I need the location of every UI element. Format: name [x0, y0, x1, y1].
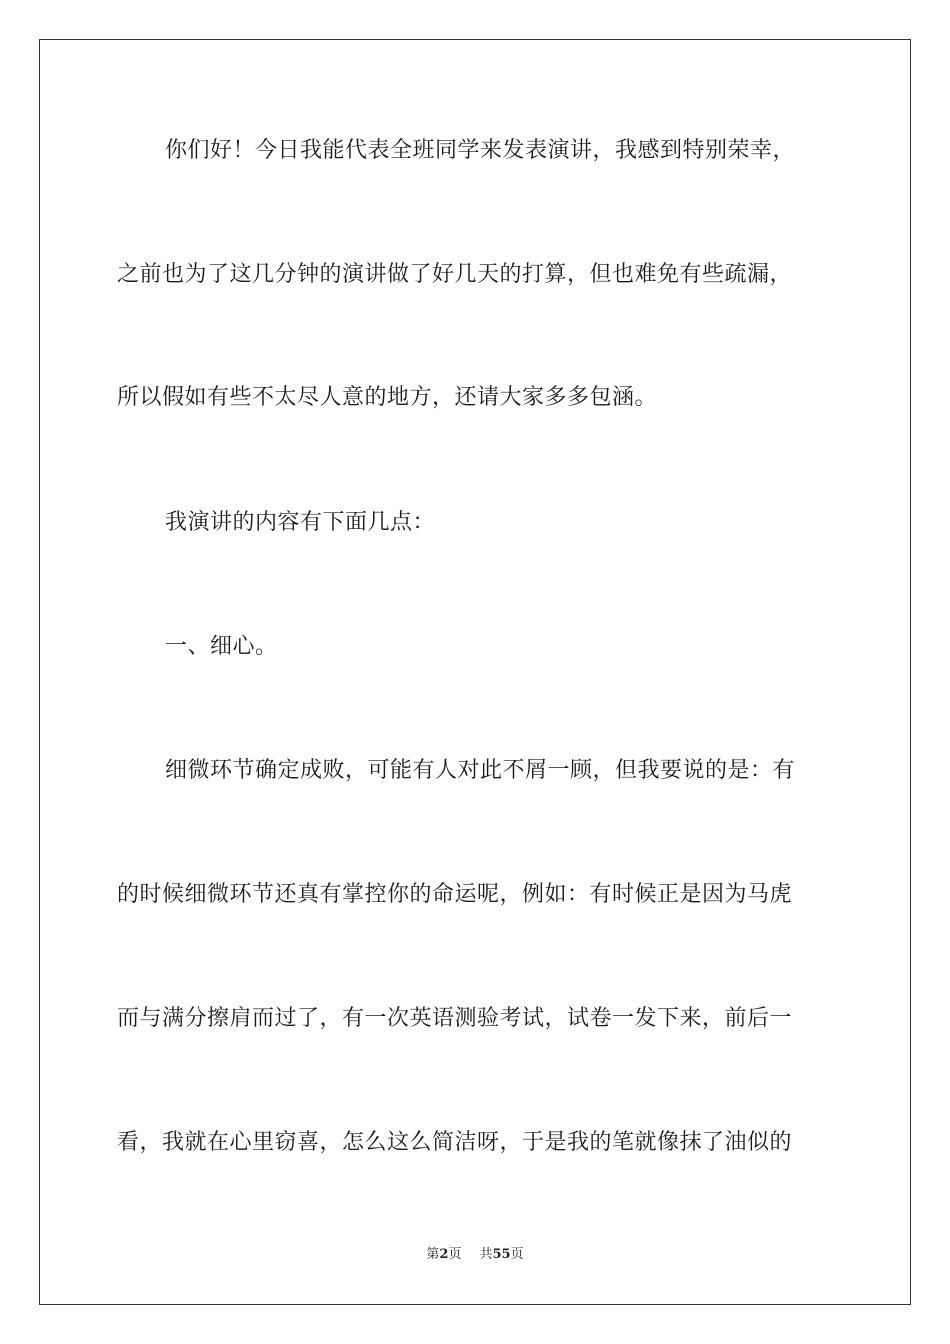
paragraph-line: 我演讲的内容有下面几点：: [165, 510, 436, 535]
page-number: 2: [439, 1247, 449, 1262]
paragraph-line: 你们好！今日我能代表全班同学来发表演讲，我感到特别荣幸，: [165, 138, 796, 163]
paragraph-line: 而与满分擦肩而过了，有一次英语测验考试，试卷一发下来，前后一: [117, 1006, 793, 1031]
page-suffix: 页: [448, 1247, 462, 1262]
page-border: [39, 39, 911, 1305]
section-heading: 一、细心。: [165, 634, 278, 659]
total-pages: 55: [492, 1247, 511, 1262]
total-prefix: 共: [479, 1247, 493, 1262]
paragraph-line: 所以假如有些不太尽人意的地方，还请大家多多包涵。: [117, 385, 658, 410]
total-suffix: 页: [510, 1247, 524, 1262]
page-prefix: 第: [426, 1247, 440, 1262]
paragraph-line: 细微环节确定成败，可能有人对此不屑一顾，但我要说的是：有: [165, 758, 796, 783]
paragraph-line: 的时候细微环节还真有掌控你的命运呢，例如：有时候正是因为马虎: [117, 882, 793, 907]
paragraph-line: 之前也为了这几分钟的演讲做了好几天的打算，但也难免有些疏漏，: [117, 262, 793, 287]
paragraph-line: 看，我就在心里窃喜，怎么这么简洁呀，于是我的笔就像抹了油似的: [117, 1130, 793, 1155]
page-footer: [0, 1246, 950, 1264]
